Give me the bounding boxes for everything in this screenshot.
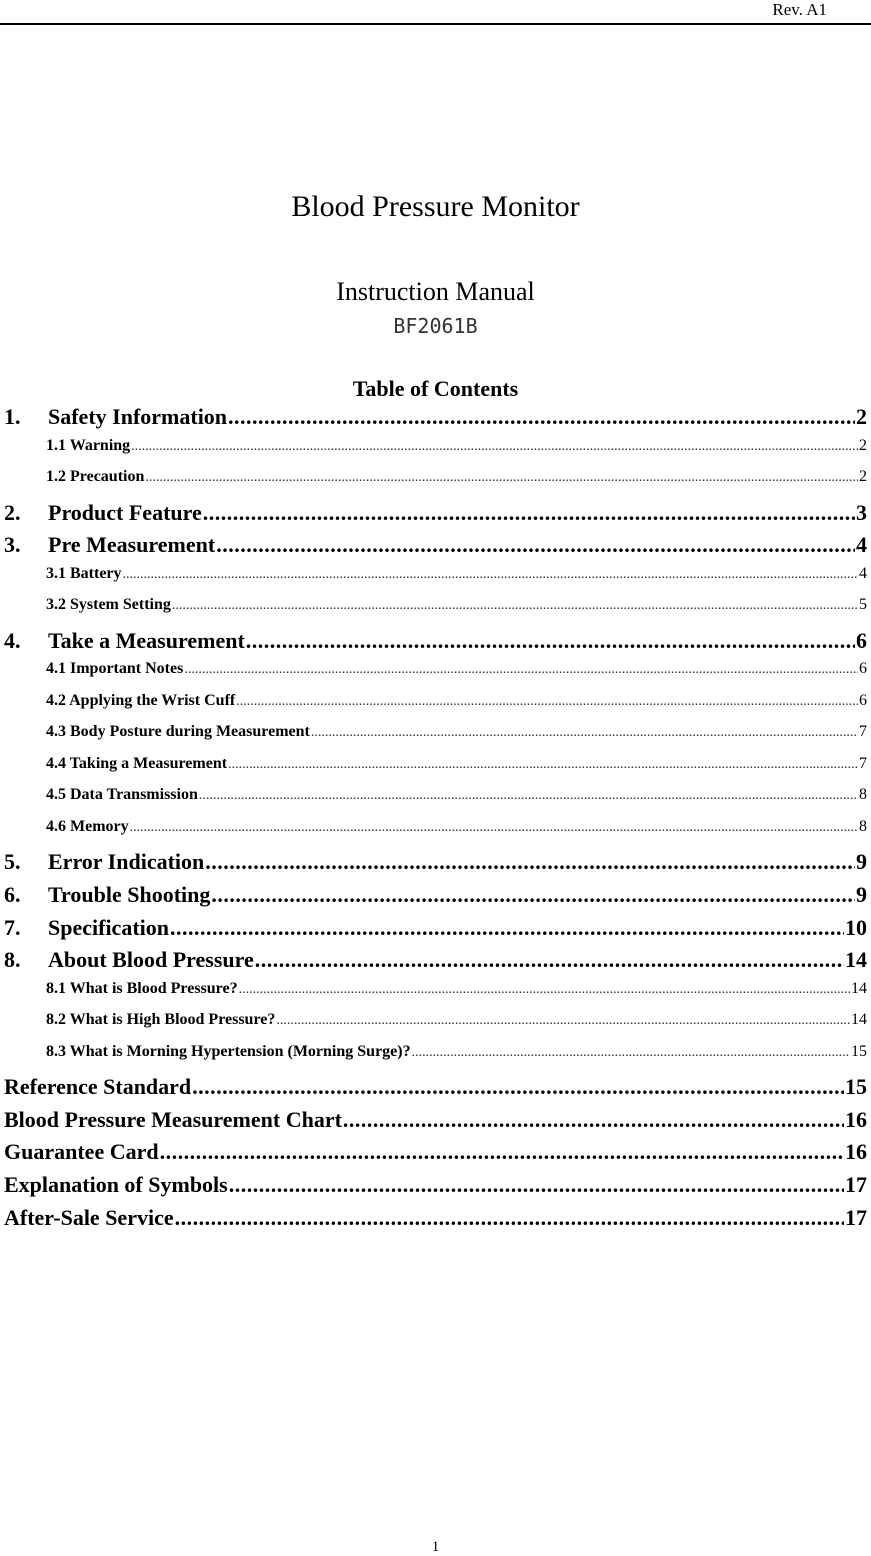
toc-entry[interactable] xyxy=(4,1107,867,1140)
toc-page-number: 16 xyxy=(845,1106,867,1132)
toc-entry-label: 4.5 Data Transmission xyxy=(46,786,198,804)
toc-entry-number: 7. xyxy=(4,914,21,940)
toc-page-number: 3 xyxy=(856,499,867,525)
toc-entry-label: 3.1 Battery xyxy=(46,564,122,582)
toc-page-number: 7 xyxy=(859,754,867,772)
toc-leader-dots xyxy=(216,532,855,558)
toc-entry-label: Trouble Shooting xyxy=(48,881,211,907)
toc-page-number: 16 xyxy=(845,1139,867,1165)
toc-leader-dots xyxy=(130,820,858,836)
page-number: 1 xyxy=(431,1539,440,1555)
toc-page-number: 10 xyxy=(845,914,867,940)
toc-entry-label: 4.4 Taking a Measurement xyxy=(46,754,228,772)
toc-leader-dots xyxy=(172,598,858,614)
toc-leader-dots xyxy=(343,1107,844,1133)
toc-leader-dots xyxy=(170,915,844,941)
toc-entry-label: 8.3 What is Morning Hypertension (Morning Surge)? xyxy=(46,1042,411,1060)
toc-entry-label: Explanation of Symbols xyxy=(4,1172,228,1198)
toc-leader-dots xyxy=(239,982,850,998)
toc-entry-number: 6. xyxy=(4,881,21,907)
toc-subentry[interactable] xyxy=(4,692,867,724)
toc-page-number: 5 xyxy=(859,596,867,614)
toc-page-number: 4 xyxy=(856,532,867,558)
toc-entry-number: 1. xyxy=(4,404,21,429)
toc-entry-label: 4.1 Important Notes xyxy=(46,660,184,678)
toc-leader-dots xyxy=(192,1074,844,1100)
document-subtitle: Instruction Manual xyxy=(336,277,535,306)
toc-subentry[interactable] xyxy=(4,660,867,692)
toc-page-number: 2 xyxy=(859,436,867,454)
toc-entry-label: Guarantee Card xyxy=(4,1139,159,1165)
toc-page-number: 2 xyxy=(856,404,867,429)
toc-page-number: 17 xyxy=(845,1172,867,1198)
toc-page-number: 6 xyxy=(856,627,867,653)
toc-leader-dots xyxy=(255,947,844,973)
toc-page-number: 14 xyxy=(851,1011,867,1029)
toc-page-number: 4 xyxy=(859,564,867,582)
revision-label: Rev. A1 xyxy=(772,0,827,19)
toc-subentry[interactable] xyxy=(4,818,867,850)
toc-page-number: 14 xyxy=(845,947,867,973)
toc-entry[interactable] xyxy=(4,628,867,661)
toc-page-number: 14 xyxy=(851,979,867,997)
toc-leader-dots xyxy=(205,849,855,875)
toc-leader-dots xyxy=(211,882,855,908)
toc-entry-label: 1.1 Warning xyxy=(46,436,131,454)
toc-page-number: 8 xyxy=(859,786,867,804)
toc-leader-dots xyxy=(145,470,858,486)
toc-subentry[interactable] xyxy=(4,468,867,500)
toc-page-number: 15 xyxy=(851,1042,867,1060)
toc-entry[interactable] xyxy=(4,1074,867,1107)
toc-page-number: 8 xyxy=(859,817,867,835)
toc-entry-label: Pre Measurement xyxy=(48,532,216,558)
toc-entry-label: 3.2 System Setting xyxy=(46,596,171,614)
toc-page-number: 2 xyxy=(859,468,867,486)
toc-leader-dots xyxy=(229,1172,844,1198)
toc-leader-dots xyxy=(131,439,858,455)
toc-leader-dots xyxy=(311,725,858,741)
toc-leader-dots xyxy=(246,628,855,654)
toc-entry[interactable] xyxy=(4,532,867,565)
toc-entry-label: 4.6 Memory xyxy=(46,817,129,835)
table-of-contents xyxy=(4,404,867,1237)
toc-entry[interactable] xyxy=(4,1139,867,1172)
toc-page-number: 9 xyxy=(856,849,867,875)
toc-entry[interactable] xyxy=(4,1172,867,1205)
toc-entry-label: 4.2 Applying the Wrist Cuff xyxy=(46,691,236,709)
toc-leader-dots xyxy=(412,1045,850,1061)
toc-entry-label: Specification xyxy=(48,914,169,940)
toc-leader-dots xyxy=(175,1205,844,1231)
toc-entry-label: 1.2 Precaution xyxy=(46,468,145,486)
toc-leader-dots xyxy=(228,404,855,430)
toc-subentry[interactable] xyxy=(4,980,867,1012)
toc-subentry[interactable] xyxy=(4,755,867,787)
toc-page-number: 6 xyxy=(859,691,867,709)
toc-leader-dots xyxy=(228,757,858,773)
toc-entry-label: Safety Information xyxy=(48,404,228,429)
toc-entry[interactable] xyxy=(4,500,867,533)
toc-subentry[interactable] xyxy=(4,1011,867,1043)
toc-entry-label: Blood Pressure Measurement Chart xyxy=(4,1106,342,1132)
toc-heading: Table of Contents xyxy=(352,376,519,401)
toc-leader-dots xyxy=(123,567,858,583)
toc-leader-dots xyxy=(160,1139,844,1165)
toc-entry-number: 8. xyxy=(4,947,21,973)
toc-page-number: 15 xyxy=(845,1074,867,1100)
toc-entry-label: Take a Measurement xyxy=(48,627,245,653)
toc-leader-dots xyxy=(199,788,858,804)
toc-subentry[interactable] xyxy=(4,565,867,597)
toc-page-number: 17 xyxy=(845,1204,867,1230)
toc-subentry[interactable] xyxy=(4,437,867,469)
toc-entry-label: 8.2 What is High Blood Pressure? xyxy=(46,1011,276,1029)
toc-subentry[interactable] xyxy=(4,1043,867,1075)
toc-entry-label: After-Sale Service xyxy=(4,1204,174,1230)
toc-entry-number: 5. xyxy=(4,849,21,875)
header-rule xyxy=(0,23,871,25)
toc-leader-dots xyxy=(203,500,855,526)
toc-subentry[interactable] xyxy=(4,723,867,755)
toc-entry[interactable] xyxy=(4,404,867,437)
toc-entry[interactable] xyxy=(4,947,867,980)
toc-entry[interactable] xyxy=(4,849,867,882)
toc-entry-number: 4. xyxy=(4,627,21,653)
toc-entry-number: 2. xyxy=(4,499,21,525)
toc-page-number: 7 xyxy=(859,723,867,741)
document-title: Blood Pressure Monitor xyxy=(291,190,580,223)
toc-entry-label: Error Indication xyxy=(48,849,205,875)
toc-entry-label: Reference Standard xyxy=(4,1074,192,1100)
toc-leader-dots xyxy=(184,662,858,678)
model-number: BF2061B xyxy=(393,314,478,338)
toc-leader-dots xyxy=(276,1013,850,1029)
toc-subentry[interactable] xyxy=(4,596,867,628)
toc-entry-label: 8.1 What is Blood Pressure? xyxy=(46,979,238,997)
toc-leader-dots xyxy=(236,694,858,710)
toc-entry[interactable] xyxy=(4,1205,867,1238)
toc-entry-number: 3. xyxy=(4,532,21,558)
toc-entry-label: About Blood Pressure xyxy=(48,947,254,973)
toc-subentry[interactable] xyxy=(4,786,867,818)
toc-entry[interactable] xyxy=(4,882,867,915)
toc-entry[interactable] xyxy=(4,915,867,948)
toc-entry-label: 4.3 Body Posture during Measurement xyxy=(46,723,310,741)
toc-page-number: 6 xyxy=(859,660,867,678)
toc-entry-label: Product Feature xyxy=(48,499,202,525)
toc-page-number: 9 xyxy=(856,881,867,907)
